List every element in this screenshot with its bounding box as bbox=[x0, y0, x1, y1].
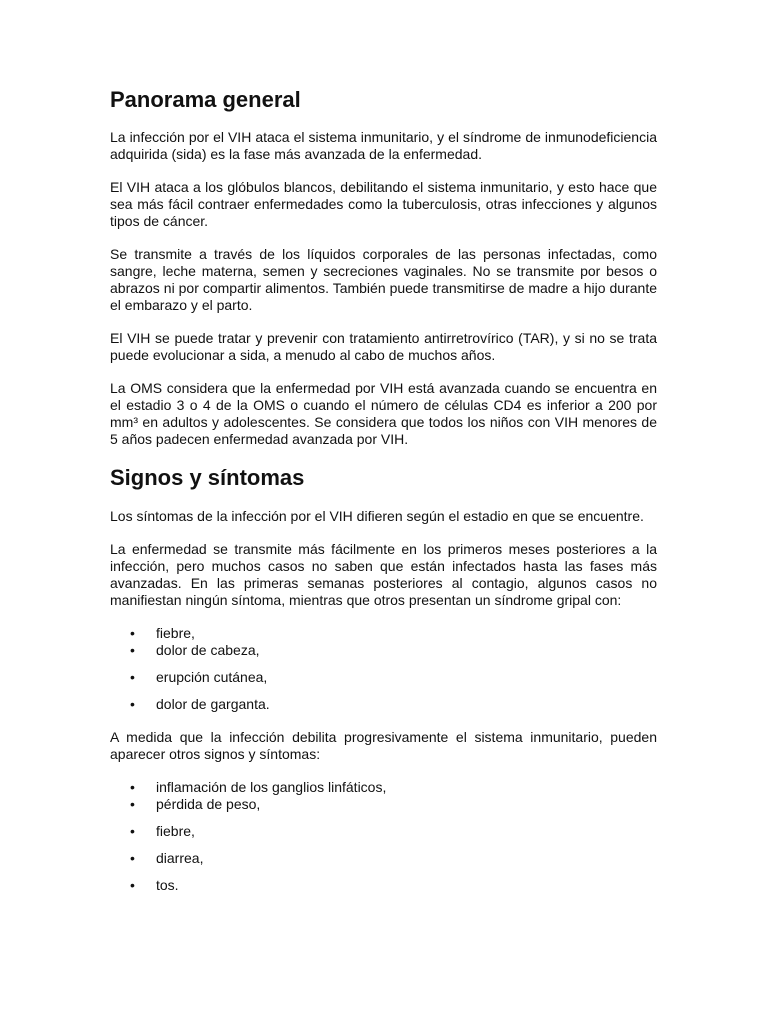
list-item-text: fiebre, bbox=[156, 823, 195, 839]
list-item-text: dolor de garganta. bbox=[156, 696, 270, 712]
bullet-icon: • bbox=[130, 877, 135, 893]
later-symptoms-list bbox=[110, 779, 657, 894]
bullet-icon: • bbox=[130, 850, 135, 866]
section-heading-overview: Panorama general bbox=[110, 87, 301, 112]
paragraph-advanced-disease: La OMS considera que la enfermedad por VIH está avanzada cuando se encuentra en el estadio 3 o 4 de la OMS o cuando el número de células CD4 es inferior a 200 por mm³ en adultos y adolescentes. Se considera que todos los niños con VIH menores de 5 años padecen enfermedad avanzada por VIH. bbox=[110, 380, 657, 447]
paragraph-transmission: Se transmite a través de los líquidos corporales de las personas infectadas, como sangre, leche materna, semen y secreciones vaginales. No se transmite por besos o abrazos ni por compartir alimentos. También puede transmitirse de madre a hijo durante el embarazo y el parto. bbox=[110, 246, 657, 313]
paragraph-treatment: El VIH se puede tratar y prevenir con tratamiento antirretrovírico (TAR), y si no se trata puede evolucionar a sida, a menudo al cabo de muchos años. bbox=[110, 330, 657, 363]
list-item bbox=[110, 779, 657, 796]
list-item bbox=[110, 796, 657, 813]
bullet-icon: • bbox=[130, 779, 135, 795]
section-heading-signs: Signos y síntomas bbox=[110, 465, 305, 490]
bullet-icon: • bbox=[130, 696, 135, 712]
document-page bbox=[110, 86, 657, 910]
paragraph-progression: A medida que la infección debilita progresivamente el sistema inmunitario, pueden aparecer otros signos y síntomas: bbox=[110, 729, 657, 762]
list-item-text: fiebre, bbox=[156, 625, 195, 641]
list-item-text: erupción cutánea, bbox=[156, 669, 268, 685]
list-item bbox=[110, 669, 657, 686]
list-item bbox=[110, 696, 657, 713]
list-item-text: dolor de cabeza, bbox=[156, 642, 260, 658]
list-item bbox=[110, 877, 657, 894]
list-item-text: pérdida de peso, bbox=[156, 796, 261, 812]
paragraph-intro: La infección por el VIH ataca el sistema inmunitario, y el síndrome de inmunodeficiencia adquirida (sida) es la fase más avanzada de la enfermedad. bbox=[110, 129, 657, 162]
bullet-icon: • bbox=[130, 625, 135, 641]
bullet-icon: • bbox=[130, 642, 135, 658]
paragraph-symptoms-stage: Los síntomas de la infección por el VIH difieren según el estadio en que se encuentre. bbox=[110, 508, 644, 524]
bullet-icon: • bbox=[130, 823, 135, 839]
list-item-text: tos. bbox=[156, 877, 179, 893]
flu-symptoms-list bbox=[110, 625, 657, 713]
paragraph-early-months: La enfermedad se transmite más fácilmente en los primeros meses posteriores a la infección, pero muchos casos no saben que están infectados hasta las fases más avanzadas. En las primeras semanas posteriores al contagio, algunos casos no manifiestan ningún síntoma, mientras que otros presentan un síndrome gripal con: bbox=[110, 541, 657, 608]
list-item bbox=[110, 642, 657, 659]
bullet-icon: • bbox=[130, 796, 135, 812]
list-item bbox=[110, 850, 657, 867]
list-item bbox=[110, 625, 657, 642]
list-item-text: inflamación de los ganglios linfáticos, bbox=[156, 779, 387, 795]
paragraph-white-cells: El VIH ataca a los glóbulos blancos, debilitando el sistema inmunitario, y esto hace que sea más fácil contraer enfermedades como la tuberculosis, otras infecciones y algunos tipos de cáncer. bbox=[110, 179, 657, 229]
list-item bbox=[110, 823, 657, 840]
bullet-icon: • bbox=[130, 669, 135, 685]
list-item-text: diarrea, bbox=[156, 850, 204, 866]
